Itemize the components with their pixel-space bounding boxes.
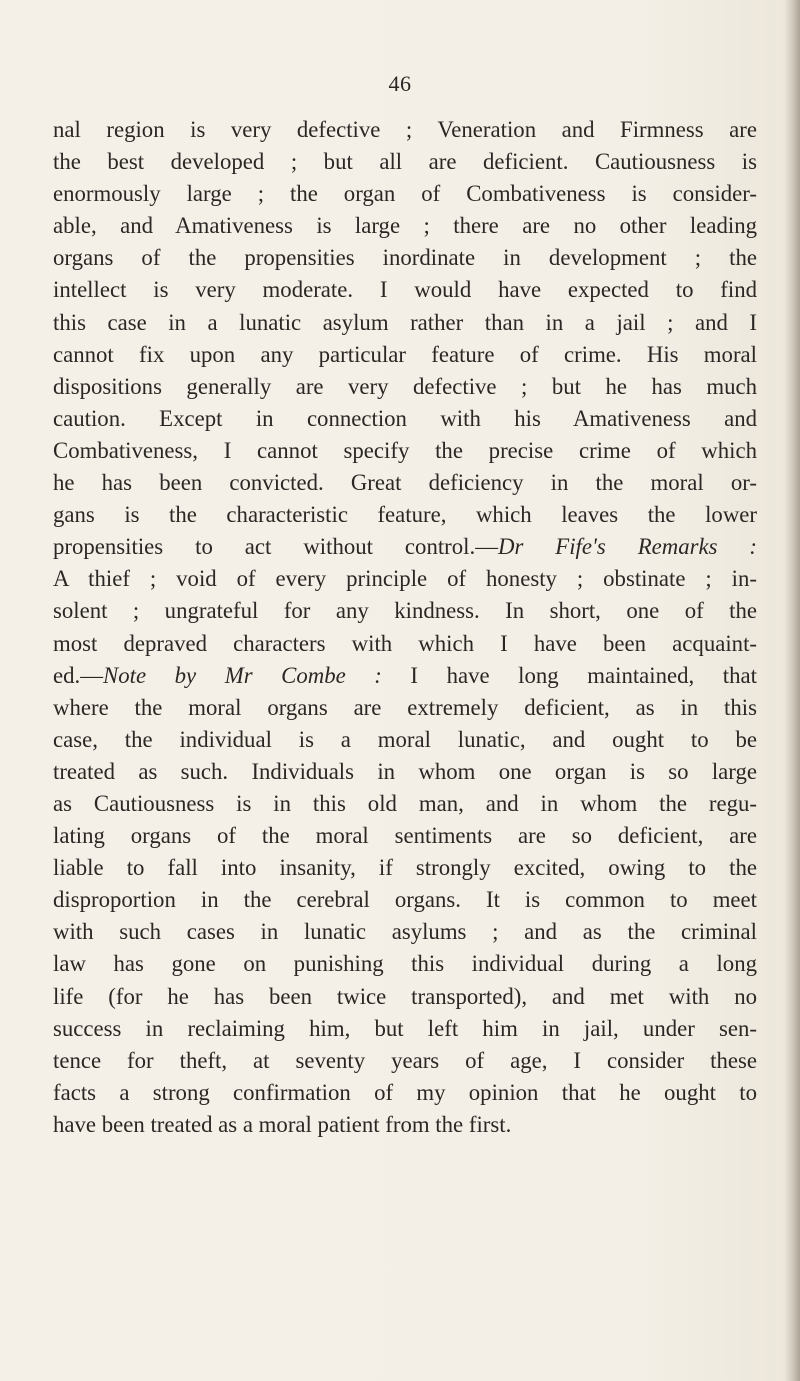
- text-run: I have long maintained, that: [381, 662, 757, 688]
- text-line: [53, 531, 757, 563]
- text-run: A thief ; void of every principle of honesty ; obstinate ; in-: [53, 566, 757, 592]
- text-run: intellect is very moderate. I would have expected to find: [53, 277, 757, 303]
- text-run: caution. Except in connection with his Amativeness and: [53, 405, 757, 431]
- text-run: he has been convicted. Great deficiency in the moral or-: [53, 470, 757, 496]
- text-run: life (for he has been twice transported), and met with no: [53, 983, 757, 1009]
- text-run: where the moral organs are extremely deficient, as in this: [53, 694, 757, 720]
- text-run: most depraved characters with which I have been acquaint-: [53, 630, 757, 656]
- text-run: Combativeness, I cannot specify the precise crime of which: [53, 437, 757, 463]
- text-line: [53, 467, 757, 499]
- text-run: disproportion in the cerebral organs. It is common to meet: [53, 887, 757, 913]
- text-run: able, and Amativeness is large ; there are no other leading: [53, 213, 757, 239]
- text-run: enormously large ; the organ of Combativeness is consider-: [53, 181, 757, 207]
- text-run: treated as such. Individuals in whom one organ is so large: [53, 758, 757, 784]
- text-run: as Cautiousness is in this old man, and in whom the regu-: [53, 790, 757, 816]
- text-run: tence for theft, at seventy years of age, I consider these: [53, 1047, 757, 1073]
- text-line: [53, 1077, 757, 1109]
- text-run: organs of the propensities inordinate in development ; the: [53, 245, 757, 271]
- text-run: law has gone on punishing this individual during a long: [53, 951, 757, 977]
- text-run: solent ; ungrateful for any kindness. In short, one of the: [53, 598, 757, 624]
- text-run: the best developed ; but all are deficient. Cautiousness is: [53, 149, 757, 175]
- text-line: [53, 884, 757, 916]
- text-line: [53, 820, 757, 852]
- text-line: [53, 178, 757, 210]
- text-line: [53, 403, 757, 435]
- text-line: [53, 788, 757, 820]
- text-line: [53, 242, 757, 274]
- text-line: [53, 307, 757, 339]
- body-text: [53, 114, 757, 1141]
- text-line: [53, 499, 757, 531]
- page-edge-shadow: [784, 0, 800, 1381]
- text-line: [53, 146, 757, 178]
- text-run: success in reclaiming him, but left him in jail, under sen-: [53, 1015, 757, 1041]
- text-run: facts a strong confirmation of my opinion that he ought to: [53, 1079, 757, 1105]
- text-run: case, the individual is a moral lunatic, and ought to be: [53, 726, 757, 752]
- text-line: [53, 371, 757, 403]
- text-line: [53, 660, 757, 692]
- text-line: [53, 852, 757, 884]
- text-run: cannot fix upon any particular feature of crime. His moral: [53, 341, 757, 367]
- text-line: [53, 210, 757, 242]
- text-line: [53, 114, 757, 146]
- text-line: [53, 628, 757, 660]
- text-line: [53, 916, 757, 948]
- text-run: ed.—: [53, 662, 104, 688]
- text-line: [53, 1013, 757, 1045]
- text-run: have been treated as a moral patient from the first.: [53, 1111, 512, 1137]
- text-line: [53, 1109, 757, 1141]
- text-run: nal region is very defective ; Veneration and Firmness are: [53, 117, 757, 142]
- text-run: gans is the characteristic feature, which leaves the lower: [53, 502, 757, 528]
- text-line: [53, 948, 757, 980]
- text-run: liable to fall into insanity, if strongly excited, owing to the: [53, 855, 757, 881]
- text-line: [53, 339, 757, 371]
- text-line: [53, 1045, 757, 1077]
- text-line: [53, 981, 757, 1013]
- italic-text: Note by Mr Combe :: [103, 662, 382, 688]
- page-number: 46: [388, 71, 412, 96]
- text-run: this case in a lunatic asylum rather than in a jail ; and I: [53, 309, 757, 335]
- text-line: [53, 692, 757, 724]
- text-line: [53, 724, 757, 756]
- text-run: dispositions generally are very defective ; but he has much: [53, 373, 757, 399]
- text-line: [53, 563, 757, 595]
- text-run: with such cases in lunatic asylums ; and as the criminal: [53, 919, 757, 945]
- text-line: [53, 595, 757, 627]
- text-run: lating organs of the moral sentiments are so deficient, are: [53, 823, 757, 849]
- italic-text: Dr Fife's Remarks :: [498, 534, 757, 560]
- text-run: propensities to act without control.—: [53, 534, 498, 560]
- text-line: [53, 274, 757, 306]
- text-line: [53, 756, 757, 788]
- text-line: [53, 435, 757, 467]
